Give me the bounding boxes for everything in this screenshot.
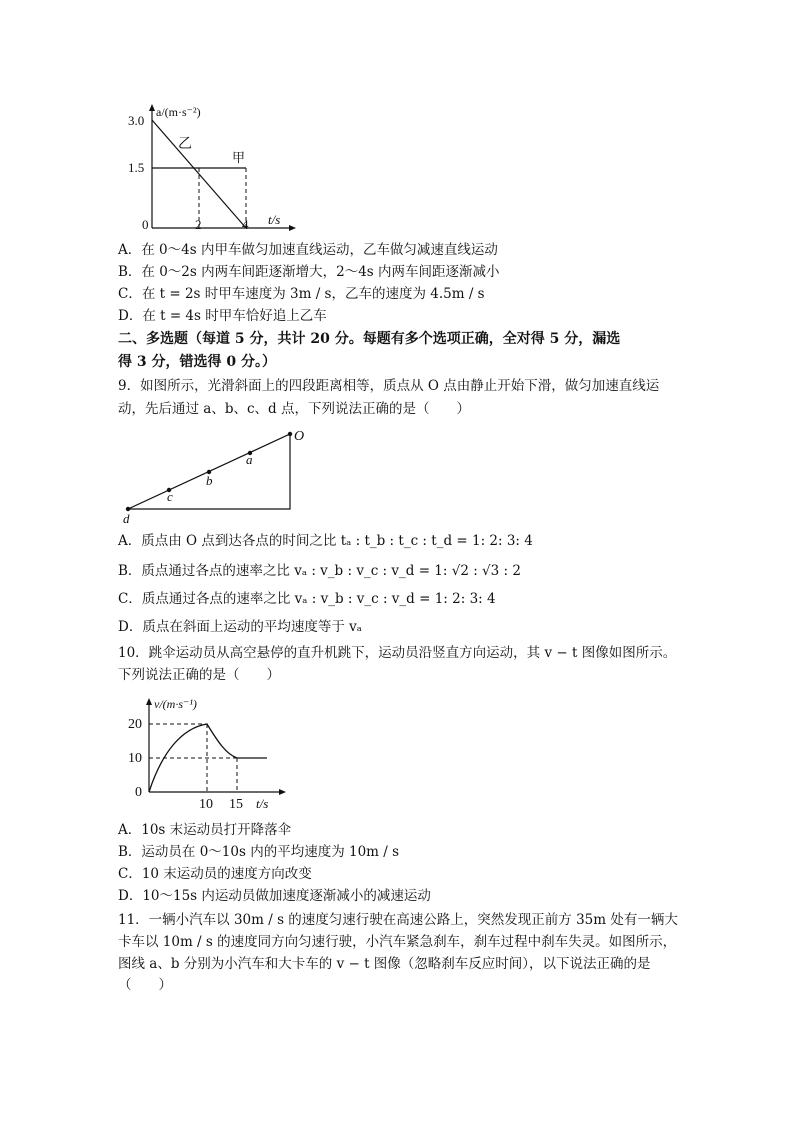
q9-option-c: C．质点通过各点的速率之比 vₐ : v_b : v_c : v_d = 1: 2: 3: 4 <box>118 591 496 607</box>
q11-stem-line3: 图线 a、b 分别为小汽车和大卡车的 v − t 图像（忽略刹车反应时间），以下说法正确的是 <box>118 956 651 972</box>
q10-option-a: A．10s 末运动员打开降落伞 <box>118 822 292 838</box>
x-axis-label: t/s <box>268 212 281 227</box>
x-axis-label: t/s <box>256 796 269 811</box>
q8-option-a: A．在 0～4s 内甲车做匀加速直线运动，乙车做匀减速直线运动 <box>118 242 498 258</box>
x-tick-15: 15 <box>229 797 243 812</box>
label-jia: 甲 <box>232 150 246 165</box>
x-tick-2: 2 <box>195 217 202 232</box>
x-tick-0: 0 <box>142 217 149 232</box>
point-O <box>288 432 292 436</box>
y-axis-label: a/(m·s⁻²) <box>156 105 201 119</box>
label-yi: 乙 <box>178 137 192 152</box>
label-b: b <box>206 473 213 488</box>
y-tick-0: 0 <box>135 785 142 800</box>
q9-option-a: A．质点由 O 点到达各点的时间之比 tₐ : t_b : t_c : t_d = 1: 2: 3: 4 <box>118 533 533 549</box>
q11-stem-line2: 卡车以 10m / s 的速度同方向匀速行驶，小汽车紧急刹车，刹车过程中刹车失灵。如图所示， <box>118 934 677 950</box>
y-tick-10: 10 <box>128 751 142 766</box>
q9-option-b: B．质点通过各点的速率之比 vₐ : v_b : v_c : v_d = 1: √2 : √3 : 2 <box>118 563 521 579</box>
y-tick-20: 20 <box>128 717 142 732</box>
section2-heading-line1: 二、多选题（每道 5 分，共计 20 分。每题有多个选项正确，全对得 5 分，漏选 <box>118 331 621 347</box>
q8-option-d: D．在 t = 4s 时甲车恰好追上乙车 <box>118 308 327 324</box>
x-axis-arrow <box>279 789 286 795</box>
q10-stem-line2: 下列说法正确的是（ ） <box>118 667 280 683</box>
x-axis-arrow <box>289 225 296 231</box>
q10-option-d: D．10～15s 内运动员做加速度逐渐减小的减速运动 <box>118 888 431 904</box>
label-O: O <box>294 429 305 444</box>
y-axis-arrow <box>146 698 152 705</box>
q8-option-c: C．在 t = 2s 时甲车速度为 3m / s，乙车的速度为 4.5m / s <box>118 286 485 302</box>
label-c: c <box>167 489 173 504</box>
x-tick-4: 4 <box>242 217 249 232</box>
q9-stem-line2: 动，先后通过 a、b、c、d 点，下列说法正确的是（ ） <box>118 401 470 417</box>
y-tick-3: 3.0 <box>128 113 145 128</box>
figure-acceleration-time-graph <box>120 100 300 240</box>
q8-option-b: B．在 0～2s 内两车间距逐渐增大，2～4s 内两车间距逐渐减小 <box>118 264 500 280</box>
y-axis-arrow <box>149 104 155 111</box>
label-a: a <box>246 452 253 467</box>
q11-stem-line4: （ ） <box>118 977 172 993</box>
q9-option-d: D．质点在斜面上运动的平均速度等于 vₐ <box>118 619 362 635</box>
x-tick-10: 10 <box>199 797 213 812</box>
y-tick-1-5: 1.5 <box>128 160 145 175</box>
q10-stem-line1: 10．跳伞运动员从高空悬停的直升机跳下，运动员沿竖直方向运动，其 v − t 图像如图所示。 <box>118 645 677 661</box>
q10-option-b: B．运动员在 0～10s 内的平均速度为 10m / s <box>118 844 400 860</box>
q9-stem-line1: 9．如图所示，光滑斜面上的四段距离相等，质点从 O 点由静止开始下滑，做匀加速直线运 <box>118 378 660 394</box>
q10-option-c: C．10 末运动员的速度方向改变 <box>118 866 312 882</box>
figure-incline <box>118 424 318 526</box>
section2-heading-line2: 得 3 分，错选得 0 分。） <box>118 354 276 370</box>
q11-stem-line1: 11．一辆小汽车以 30m / s 的速度匀速行驶在高速公路上，突然发现正前方 35m 处有一辆大 <box>118 912 678 928</box>
y-axis-label: v/(m·s⁻¹) <box>154 697 197 711</box>
label-d: d <box>123 511 130 526</box>
figure-velocity-time-graph <box>122 692 292 814</box>
